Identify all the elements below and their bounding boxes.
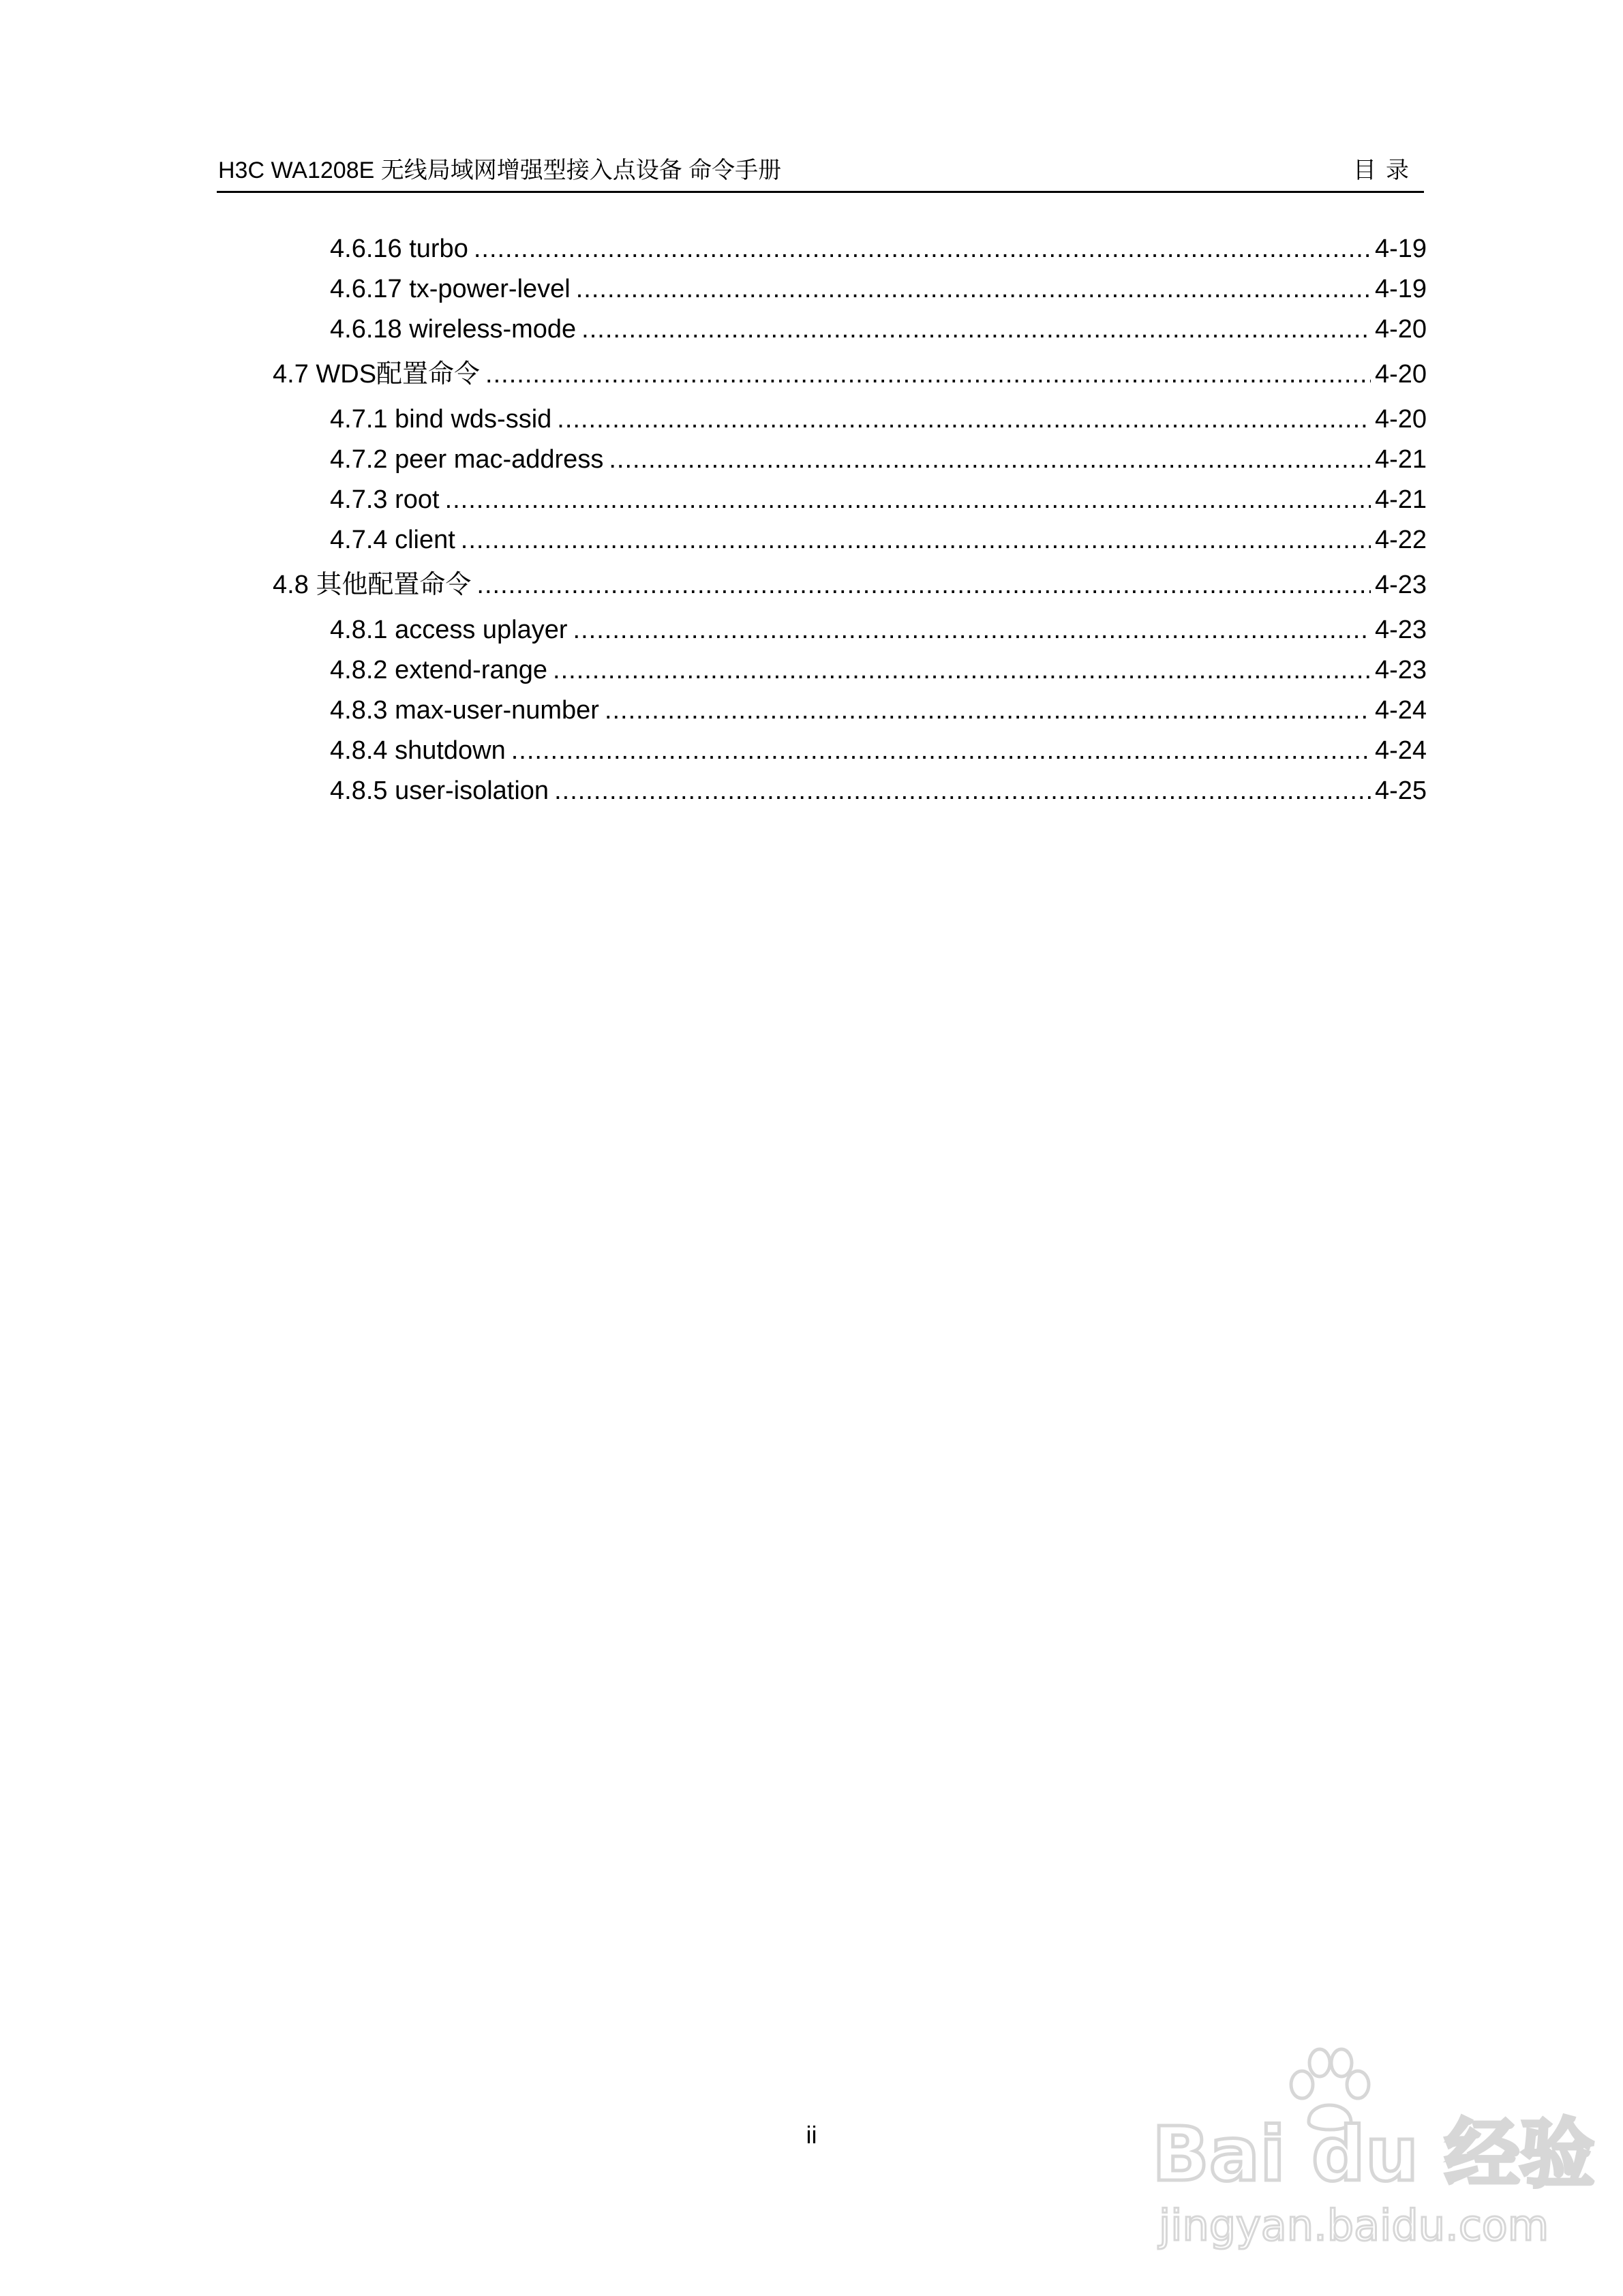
toc-entry[interactable] bbox=[330, 232, 1427, 266]
page-number: ii bbox=[806, 2121, 817, 2149]
watermark-brand: Bai du 经验 bbox=[1152, 2111, 1595, 2198]
toc-entry-label: 4.8.2 extend-range bbox=[330, 656, 548, 684]
toc-leader-dots bbox=[511, 734, 1371, 768]
toc-entry-label: 4.7.3 root bbox=[330, 485, 440, 514]
toc-entry-label: 4.8 其他配置命令 bbox=[273, 571, 472, 599]
toc-entry[interactable] bbox=[330, 483, 1427, 517]
toc-entry-page: 4-20 bbox=[1374, 405, 1427, 434]
toc-entry[interactable] bbox=[330, 774, 1427, 808]
toc-entry-page: 4-25 bbox=[1374, 776, 1427, 805]
toc-entry-label: 4.8.4 shutdown bbox=[330, 736, 506, 765]
toc-entry[interactable] bbox=[330, 523, 1427, 557]
table-of-contents bbox=[0, 0, 1623, 886]
toc-entry-page: 4-23 bbox=[1374, 656, 1427, 684]
toc-leader-dots bbox=[461, 523, 1371, 557]
toc-entry-label: 4.8.5 user-isolation bbox=[330, 776, 549, 805]
toc-leader-dots bbox=[476, 568, 1371, 602]
toc-entry-label: 4.6.17 tx-power-level bbox=[330, 275, 571, 303]
toc-entry[interactable] bbox=[273, 568, 1427, 602]
toc-leader-dots bbox=[573, 613, 1371, 647]
toc-entry-page: 4-19 bbox=[1374, 275, 1427, 303]
toc-leader-dots bbox=[576, 272, 1371, 306]
toc-entry[interactable] bbox=[330, 653, 1427, 687]
toc-leader-dots bbox=[485, 357, 1371, 391]
toc-entry-label: 4.7.1 bind wds-ssid bbox=[330, 405, 552, 434]
toc-leader-dots bbox=[581, 312, 1371, 346]
toc-entry-page: 4-20 bbox=[1374, 360, 1427, 389]
toc-entry-label: 4.7.2 peer mac-address bbox=[330, 445, 604, 474]
toc-entry-page: 4-19 bbox=[1374, 235, 1427, 263]
toc-entry[interactable] bbox=[330, 312, 1427, 346]
toc-leader-dots bbox=[445, 483, 1371, 517]
toc-entry[interactable] bbox=[330, 402, 1427, 436]
toc-leader-dots bbox=[553, 653, 1371, 687]
document-title: H3C WA1208E 无线局域网增强型接入点设备 命令手册 bbox=[218, 157, 782, 183]
toc-entry-label: 4.7 WDS配置命令 bbox=[273, 360, 481, 389]
toc-entry[interactable] bbox=[330, 613, 1427, 647]
toc-entry[interactable] bbox=[330, 272, 1427, 306]
toc-entry-label: 4.8.1 access uplayer bbox=[330, 616, 568, 644]
section-title: 目录 bbox=[1353, 157, 1419, 183]
toc-entry[interactable] bbox=[273, 357, 1427, 391]
toc-entry-label: 4.7.4 client bbox=[330, 526, 455, 554]
watermark-url: jingyan.baidu.com bbox=[1159, 2201, 1549, 2250]
toc-entry-page: 4-24 bbox=[1374, 736, 1427, 765]
toc-entry-page: 4-23 bbox=[1374, 571, 1427, 599]
toc-entry-page: 4-21 bbox=[1374, 445, 1427, 474]
toc-entry-page: 4-21 bbox=[1374, 485, 1427, 514]
toc-entry-page: 4-24 bbox=[1374, 696, 1427, 725]
toc-entry[interactable] bbox=[330, 734, 1427, 768]
toc-entry-label: 4.6.16 turbo bbox=[330, 235, 468, 263]
toc-leader-dots bbox=[474, 232, 1371, 266]
baidu-jingyan-watermark bbox=[1152, 2045, 1595, 2250]
toc-entry[interactable] bbox=[330, 442, 1427, 477]
toc-entry-page: 4-20 bbox=[1374, 315, 1427, 344]
toc-entry-page: 4-23 bbox=[1374, 616, 1427, 644]
toc-entry[interactable] bbox=[330, 693, 1427, 727]
toc-leader-dots bbox=[557, 402, 1371, 436]
toc-entry-label: 4.8.3 max-user-number bbox=[330, 696, 599, 725]
toc-leader-dots bbox=[605, 693, 1371, 727]
toc-entry-label: 4.6.18 wireless-mode bbox=[330, 315, 577, 344]
toc-entry-page: 4-22 bbox=[1374, 526, 1427, 554]
toc-leader-dots bbox=[609, 442, 1371, 477]
toc-leader-dots bbox=[554, 774, 1371, 808]
